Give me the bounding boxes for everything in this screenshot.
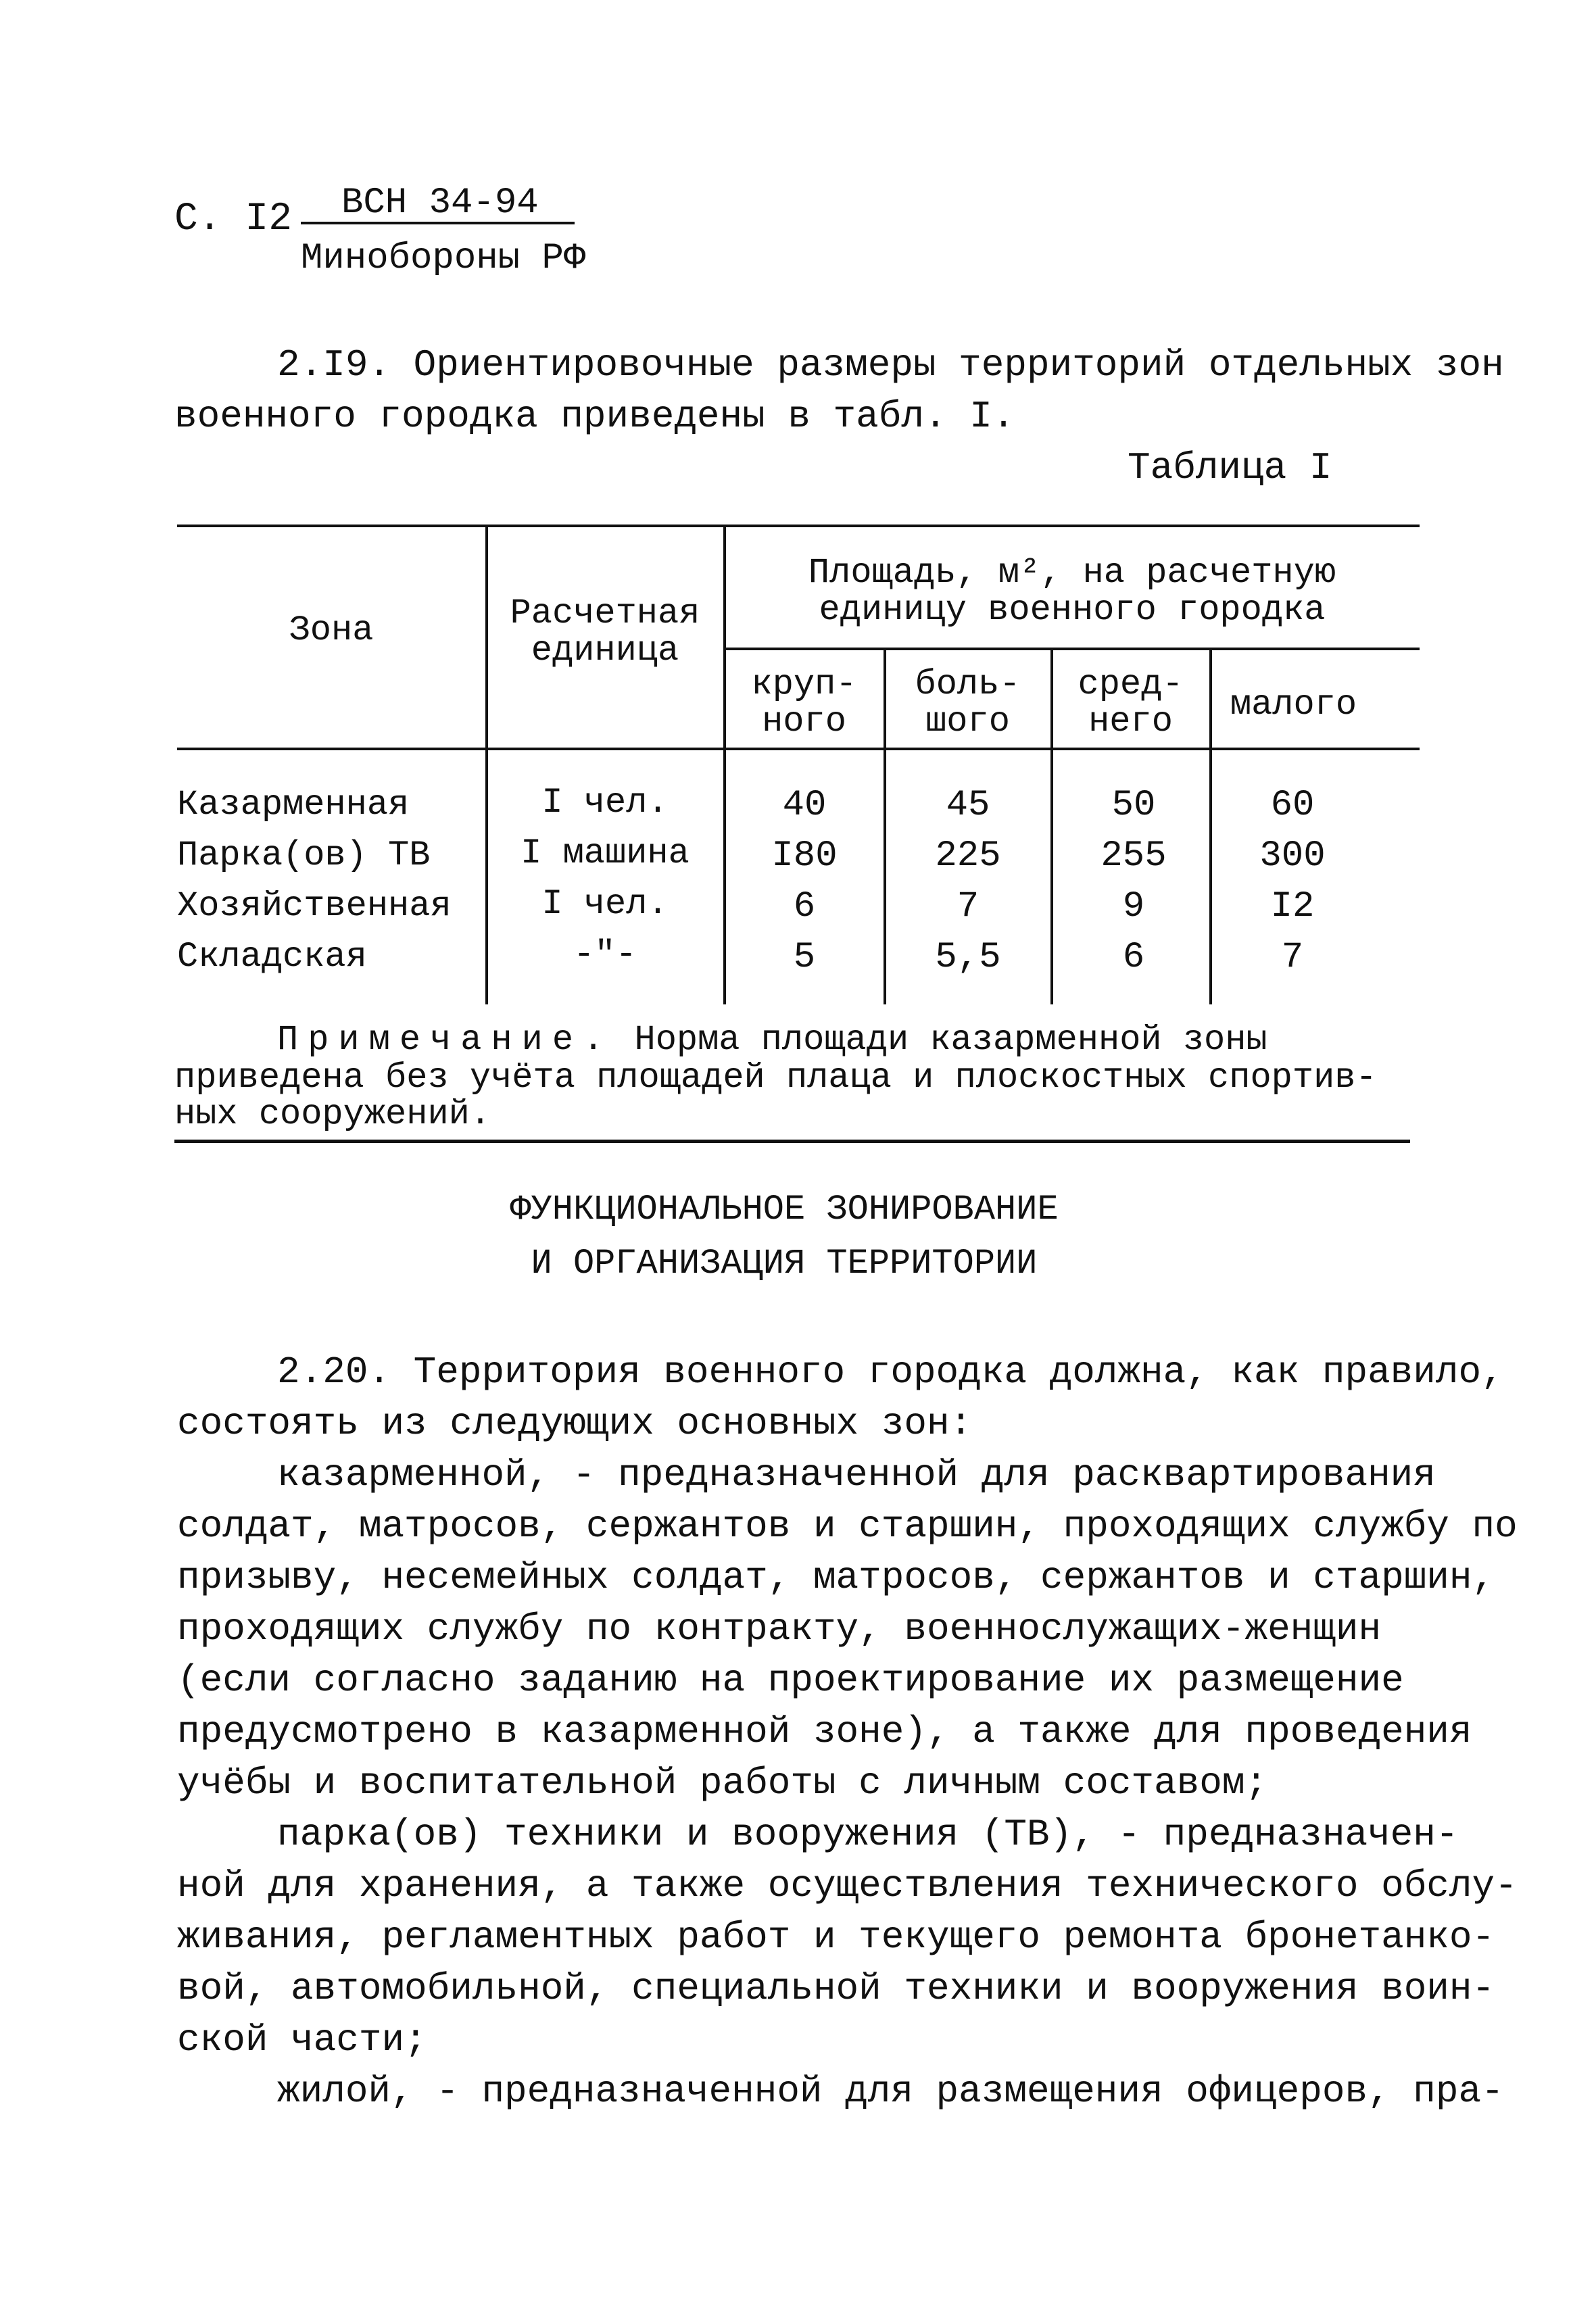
row-3-value-medium: 9 (1122, 886, 1145, 927)
body-line-2: состоять из следующих основных зон: (177, 1402, 973, 1445)
section-heading-line-1: ФУНКЦИОНАЛЬНОЕ ЗОНИРОВАНИЕ (510, 1190, 1059, 1229)
body-line-11: ной для хранения, а также осуществления технического обслу- (177, 1864, 1518, 1907)
body-line-15: жилой, - предназначенной для размещения офицеров, пра- (277, 2070, 1504, 2113)
page-number: С. I2 (174, 197, 293, 241)
row-3-value-large: 6 (793, 886, 816, 927)
area-table (177, 525, 1421, 1004)
note-bottom-rule (174, 1140, 1410, 1143)
note-line-1 (277, 1022, 1267, 1058)
note-line-3: ных сооружений. (174, 1094, 491, 1134)
body-line-9: учёбы и воспитательной работы с личным составом; (177, 1761, 1268, 1805)
row-2-value-large: I80 (771, 835, 838, 877)
subheader-large: круп- ного (751, 664, 857, 741)
row-2-zone: Парка(ов) ТВ (177, 835, 431, 875)
row-1-value-big: 45 (946, 785, 990, 826)
note-text-1: Норма площади казарменной зоны (634, 1020, 1267, 1060)
row-2-value-small: 300 (1259, 835, 1326, 877)
header-area-group: Площадь, м², на расчетную единицу военного городка (808, 553, 1336, 630)
table-title: Таблица I (1128, 446, 1332, 489)
note-line-2: приведена без учёта площадей плаца и плоскостных спортив- (174, 1058, 1377, 1098)
subheader-medium: сред- него (1078, 664, 1184, 741)
body-line-12: живания, регламентных работ и текущего ремонта бронетанко- (177, 1916, 1495, 1959)
header-unit: Расчетная единица (510, 593, 700, 671)
body-line-13: вой, автомобильной, специальной техники и вооружения воин- (177, 1967, 1495, 2010)
row-3-value-big: 7 (957, 886, 980, 927)
row-2-unit: I машина (521, 833, 690, 873)
row-1-value-large: 40 (782, 785, 827, 826)
intro-line-2: военного городка приведены в табл. I. (174, 395, 1015, 438)
body-line-5: призыву, несемейных солдат, матросов, сержантов и старшин, (177, 1556, 1495, 1599)
body-line-8: предусмотрено в казарменной зоне), а также для проведения (177, 1710, 1472, 1753)
group-header-rule (723, 648, 1420, 650)
row-4-value-small: 7 (1281, 937, 1304, 978)
row-2-value-big: 225 (935, 835, 1001, 877)
body-line-6: проходящих службу по контракту, военнослужащих-женщин (177, 1607, 1382, 1651)
row-2-value-medium: 255 (1101, 835, 1167, 877)
row-3-unit: I чел. (541, 884, 669, 924)
section-heading-line-2: И ОРГАНИЗАЦИЯ ТЕРРИТОРИИ (531, 1244, 1038, 1284)
header-bottom-rule (177, 748, 1420, 750)
body-line-10: парка(ов) техники и вооружения (ТВ), - предназначен- (277, 1813, 1459, 1856)
row-1-unit: I чел. (541, 783, 669, 823)
subheader-small: малого (1230, 685, 1357, 725)
row-4-zone: Складская (177, 937, 367, 977)
row-4-value-large: 5 (793, 937, 816, 978)
row-4-unit: -"- (573, 935, 637, 975)
body-line-14: ской части; (177, 2018, 427, 2062)
row-1-value-medium: 50 (1111, 785, 1156, 826)
document-code: ВСН 34-94 (341, 182, 539, 224)
organization: Минобороны РФ (301, 238, 586, 279)
row-1-value-small: 60 (1270, 785, 1315, 826)
table-top-rule (177, 525, 1420, 527)
note-label: Примечание. (277, 1020, 614, 1060)
body-line-4: солдат, матросов, сержантов и старшин, проходящих службу по (177, 1505, 1518, 1548)
row-4-value-medium: 6 (1122, 937, 1145, 978)
row-3-value-small: I2 (1270, 886, 1315, 927)
row-1-zone: Казарменная (177, 785, 410, 825)
row-4-value-big: 5,5 (935, 937, 1001, 978)
body-line-7: (если согласно заданию на проектирование их размещение (177, 1659, 1404, 1702)
body-line-1: 2.20. Территория военного городка должна, как правило, (277, 1350, 1504, 1394)
intro-line-1: 2.I9. Ориентировочные размеры территорий отдельных зон (277, 343, 1504, 387)
row-3-zone: Хозяйственная (177, 886, 452, 926)
body-line-3: казарменной, - предназначенной для расквартирования (277, 1453, 1436, 1496)
subheader-big: боль- шого (915, 664, 1021, 741)
header-zone: Зона (289, 610, 374, 650)
header-underline (301, 222, 575, 224)
